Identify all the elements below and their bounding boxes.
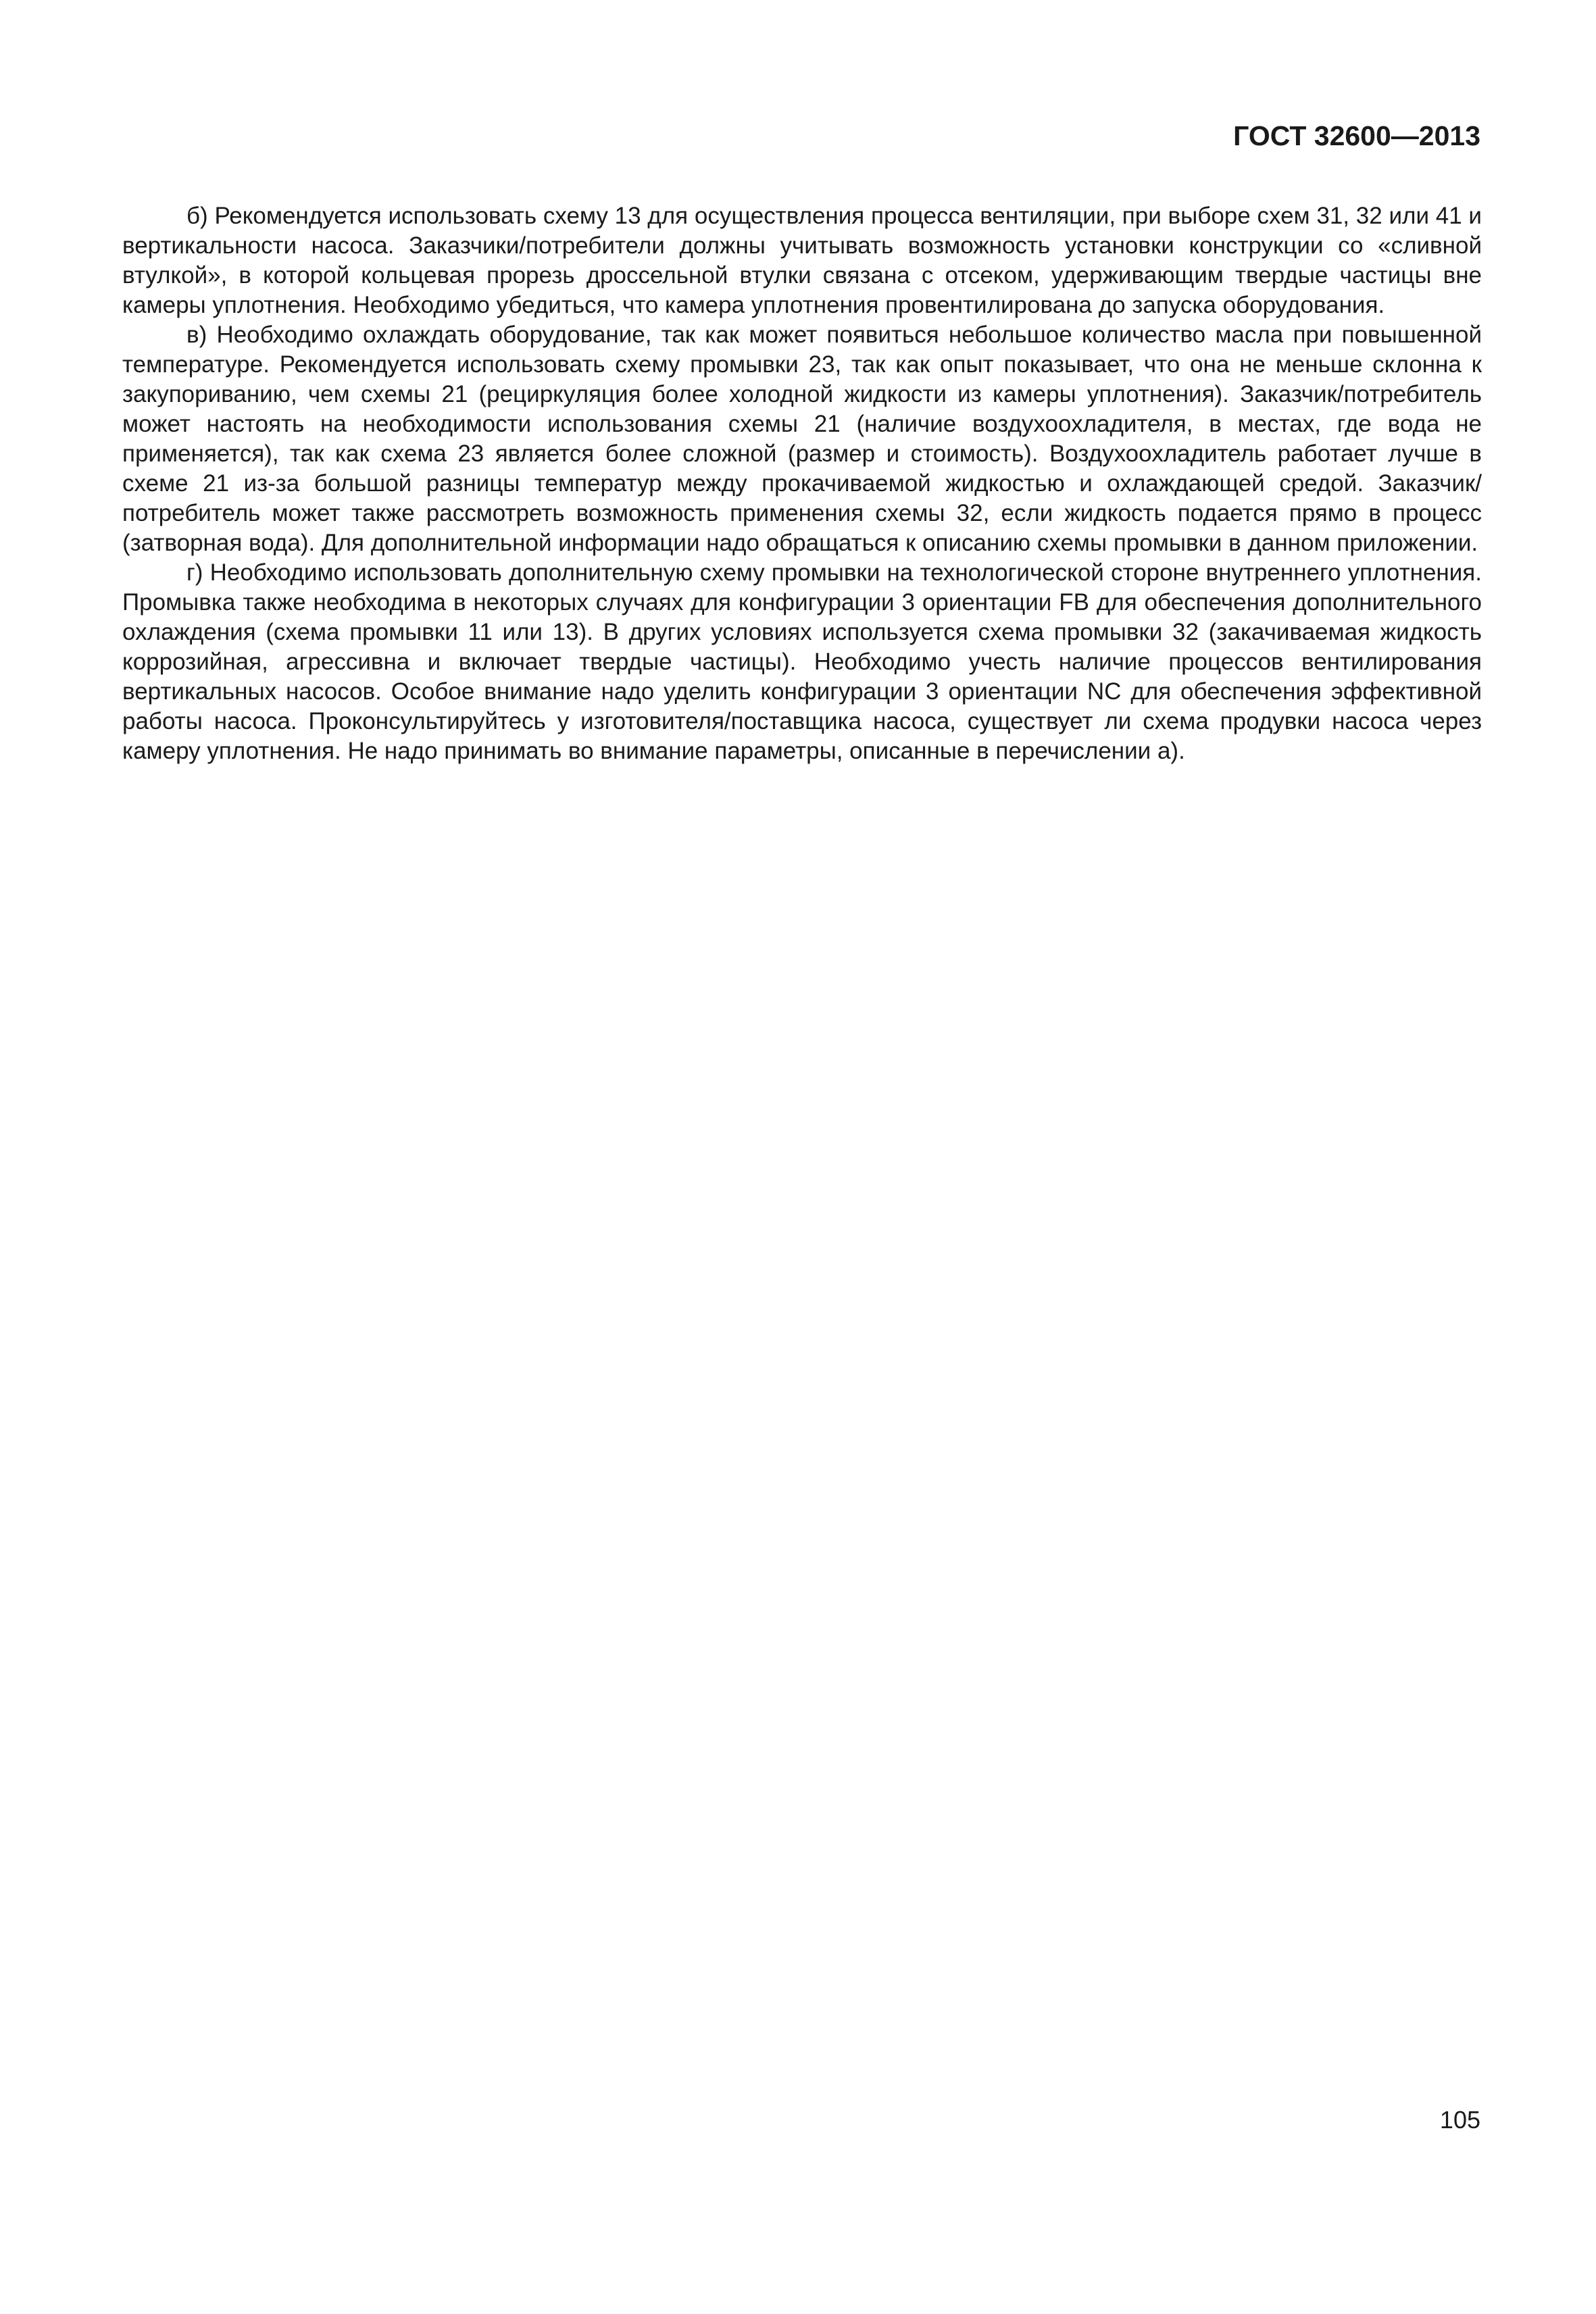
paragraph-b: б) Рекомендуется использовать схему 13 для осуществления процесса вентиляции, при выборе схем 31, 32 или 41 и вертикальности насоса. Заказчики/потребители должны учитывать возможность установки конструкции со «сливной втулкой», в которой кольцевая прорезь дроссельной втулки связана с отсеком, удерживающим твердые частицы вне камеры уплотнения. Необходимо убедиться, что камера уплотнения провентилирована до запуска оборудования.: [122, 203, 1482, 318]
body-text: [122, 201, 1482, 766]
standard-designation: ГОСТ 32600—2013: [1233, 120, 1480, 151]
page-number: 105: [1439, 2106, 1480, 2134]
paragraph-v: в) Необходимо охлаждать оборудование, так как может появиться небольшое количество масла при повышенной температуре. Рекомендуется использовать схему промывки 23, так как опыт показывает, что она не меньше склонна к закупориванию, чем схемы 21 (рециркуляция более холодной жидкости из камеры уплотнения). Заказчик/потребитель может настоять на необходимости использования схемы 21 (наличие воздухоохладителя, в местах, где вода не применяется), так как схема 23 является более сложной (размер и стоимость). Воздухоохладитель работает лучше в схеме 21 из-за большой разницы температур между прокачиваемой жидкостью и охлаждающей средой. Заказчик/потребитель может также рассмотреть возможность применения схемы 32, если жидкость подается прямо в процесс (затворная вода). Для дополнительной информации надо обращаться к описанию схемы промывки в данном приложении.: [122, 322, 1482, 556]
paragraph-g: г) Необходимо использовать дополнительную схему промывки на технологической стороне внутреннего уплотнения. Промывка также необходима в некоторых случаях для конфигурации 3 ориентации FB для обеспечения дополнительного охлаждения (схема промывки 11 или 13). В других условиях используется схема промывки 32 (закачиваемая жидкость коррозийная, агрессивна и включает твердые частицы). Необходимо учесть наличие процессов вентилирования вертикальных насосов. Особое внимание надо уделить конфигурации 3 ориентации NC для обеспечения эффективной работы насоса. Проконсультируйтесь у изготовителя/поставщика насоса, существует ли схема продувки насоса через камеру уплотнения. Не надо принимать во внимание параметры, описанные в перечислении а).: [122, 559, 1482, 764]
